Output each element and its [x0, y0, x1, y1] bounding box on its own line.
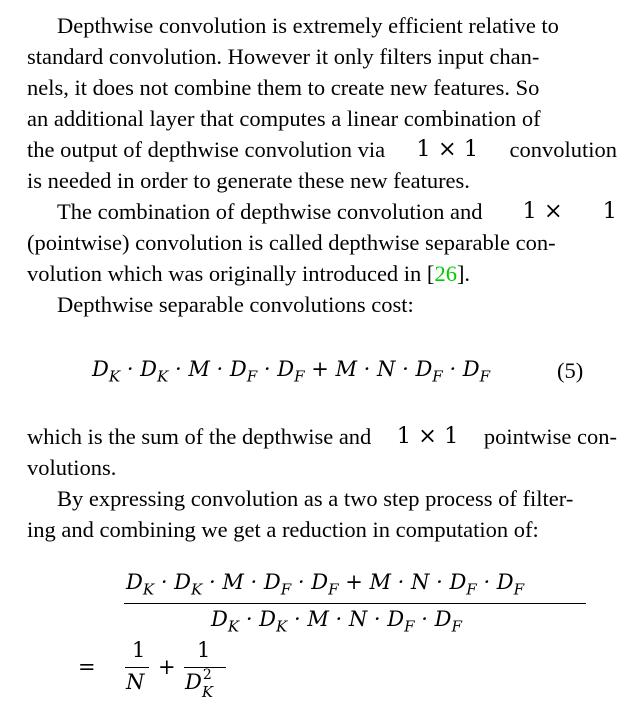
- text-segment: pointwise con-: [483, 424, 617, 449]
- equation-expression: $D_K \cdot D_K \cdot M \cdot D_F \cdot D_F + M \cdot N \cdot D_F \cdot D_F$: [92, 357, 491, 386]
- text-line: [27, 421, 617, 452]
- fraction-numerator: $D_K \cdot D_K \cdot M \cdot D_F \cdot D_F + M \cdot N \cdot D_F \cdot D_F$: [126, 570, 525, 599]
- inline-math: 1: [602, 198, 617, 224]
- text-segment: convolution: [509, 137, 617, 162]
- equals-sign: =: [78, 655, 96, 679]
- text-line: By expressing convolution as a two step process of filter-: [57, 486, 574, 511]
- text-line: ing and combining we get a reduction in computation of:: [27, 517, 539, 542]
- text-line: nels, it does not combine them to create new features. So: [27, 75, 540, 100]
- plus-sign: +: [158, 655, 176, 679]
- inline-math: 1 × 1: [396, 423, 459, 449]
- inline-math: 1 ×: [522, 198, 563, 224]
- inline-math: 1 × 1: [416, 136, 479, 162]
- text-segment: ].: [456, 261, 471, 286]
- text-segment: which is the sum of the depthwise and: [27, 424, 372, 449]
- text-line: standard convolution. However it only filters input chan-: [27, 44, 540, 69]
- term2-denominator: D 2 K: [185, 667, 214, 701]
- equation-number: (5): [557, 358, 584, 383]
- text-line: Depthwise convolution is extremely efficient relative to: [57, 13, 559, 38]
- fraction-bar: [124, 603, 586, 604]
- text-segment: The combination of depthwise convolution and: [57, 199, 483, 224]
- term1-fraction-bar: [125, 667, 149, 668]
- text-line: (pointwise) convolution is called depthwise separable con-: [27, 230, 556, 255]
- text-line: [27, 134, 617, 165]
- term1-numerator: 1: [132, 638, 146, 662]
- paragraph-cost-intro: Depthwise separable convolutions cost:: [57, 292, 414, 317]
- text-segment: the output of depthwise convolution via: [27, 137, 386, 162]
- citation-link[interactable]: 26: [434, 261, 457, 286]
- text-line: is needed in order to generate these new features.: [27, 168, 470, 193]
- term2-numerator: 1: [197, 638, 211, 662]
- fraction-denominator: $D_K \cdot D_K \cdot M \cdot N \cdot D_F \cdot D_F$: [211, 607, 462, 636]
- text-line: volutions.: [27, 455, 117, 480]
- term1-denominator: N: [126, 670, 145, 694]
- text-line: an additional layer that computes a linear combination of: [27, 106, 541, 131]
- text-segment: volution which was originally introduced in [: [27, 261, 435, 286]
- text-line: [27, 196, 617, 227]
- text-line: [27, 258, 617, 289]
